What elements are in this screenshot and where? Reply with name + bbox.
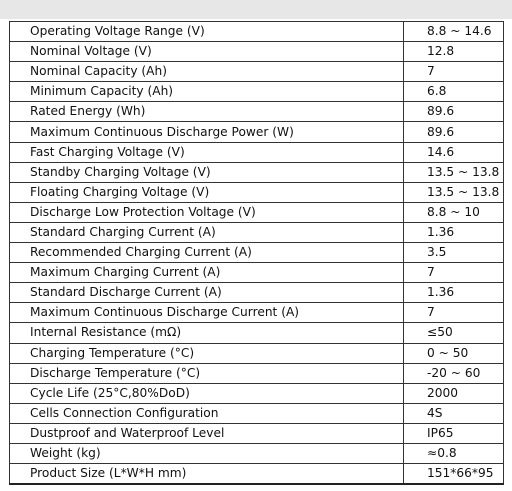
table-row [10,243,504,263]
value-cell: 3.5 [404,243,504,263]
table-row [10,82,504,102]
value-cell: 0 ~ 50 [404,343,504,363]
value-cell: 8.8 ~ 10 [404,202,504,222]
parameter-cell: Charging Temperature (°C) [10,343,404,363]
table-row [10,42,504,62]
parameter-cell: Maximum Charging Current (A) [10,263,404,283]
value-cell: ≤50 [404,323,504,343]
parameter-cell: Discharge Low Protection Voltage (V) [10,202,404,222]
table-row [10,222,504,242]
parameter-cell: Floating Charging Voltage (V) [10,182,404,202]
spec-table [9,21,504,485]
table-row [10,383,504,403]
spec-table-body [10,22,504,485]
parameter-cell: Product Size (L*W*H mm) [10,464,404,485]
parameter-cell: Fast Charging Voltage (V) [10,142,404,162]
table-row [10,102,504,122]
parameter-cell: Standard Charging Current (A) [10,222,404,242]
parameter-cell: Discharge Temperature (°C) [10,363,404,383]
value-cell: -20 ~ 60 [404,363,504,383]
parameter-cell: Recommended Charging Current (A) [10,243,404,263]
table-row [10,142,504,162]
value-cell: 1.36 [404,283,504,303]
parameter-cell: Standard Discharge Current (A) [10,283,404,303]
value-cell: 8.8 ~ 14.6 [404,22,504,42]
value-cell: 6.8 [404,82,504,102]
header-band [0,0,512,19]
value-cell: IP65 [404,423,504,443]
table-row [10,22,504,42]
parameter-cell: Nominal Voltage (V) [10,42,404,62]
table-row [10,403,504,423]
table-row [10,323,504,343]
value-cell: 89.6 [404,122,504,142]
table-row [10,122,504,142]
value-cell: 2000 [404,383,504,403]
value-cell: 7 [404,62,504,82]
parameter-cell: Standby Charging Voltage (V) [10,162,404,182]
value-cell: 12.8 [404,42,504,62]
value-cell: 7 [404,263,504,283]
parameter-cell: Cells Connection Configuration [10,403,404,423]
table-row [10,464,504,485]
parameter-cell: Cycle Life (25°C,80%DoD) [10,383,404,403]
value-cell: 7 [404,303,504,323]
value-cell: 14.6 [404,142,504,162]
parameter-cell: Operating Voltage Range (V) [10,22,404,42]
table-row [10,423,504,443]
value-cell: 13.5 ~ 13.8 [404,162,504,182]
parameter-cell: Nominal Capacity (Ah) [10,62,404,82]
value-cell: 89.6 [404,102,504,122]
table-row [10,343,504,363]
table-row [10,363,504,383]
parameter-cell: Dustproof and Waterproof Level [10,423,404,443]
table-row [10,202,504,222]
parameter-cell: Maximum Continuous Discharge Power (W) [10,122,404,142]
table-row [10,443,504,463]
table-row [10,283,504,303]
parameter-cell: Internal Resistance (mΩ) [10,323,404,343]
table-row [10,62,504,82]
parameter-cell: Minimum Capacity (Ah) [10,82,404,102]
table-row [10,263,504,283]
table-row [10,182,504,202]
parameter-cell: Maximum Continuous Discharge Current (A) [10,303,404,323]
table-row [10,162,504,182]
value-cell: 4S [404,403,504,423]
parameter-cell: Rated Energy (Wh) [10,102,404,122]
value-cell: 13.5 ~ 13.8 [404,182,504,202]
value-cell: 1.36 [404,222,504,242]
value-cell: ≈0.8 [404,443,504,463]
table-row [10,303,504,323]
value-cell: 151*66*95 [404,464,504,485]
parameter-cell: Weight (kg) [10,443,404,463]
